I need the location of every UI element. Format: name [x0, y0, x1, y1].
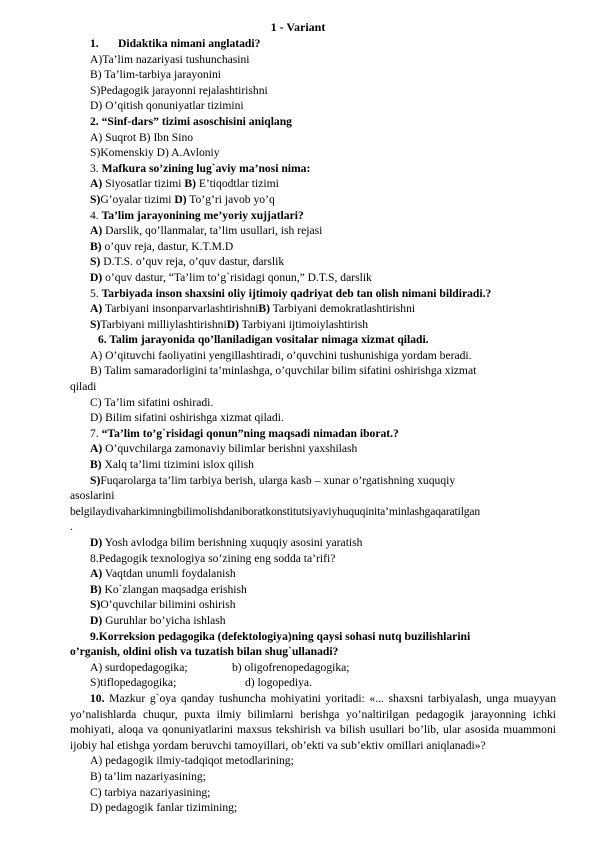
option-text: O’quvchilarga zamonaviy bilimlar berishni yaxshilash — [102, 442, 358, 456]
answer-option: D) pedagogik fanlar tizimining; — [90, 801, 238, 815]
option-text: Tarbiyani ijtimoiylashtirish — [238, 317, 369, 331]
option-text: G’oyalar tizimi — [100, 192, 175, 206]
option-letter: D) — [90, 270, 103, 284]
option-text: To’g’ri javob yo’q — [186, 192, 275, 206]
option-text: O’quvchilar bilimini oshirish — [100, 598, 236, 612]
answer-option — [70, 176, 556, 192]
question-4 — [70, 208, 556, 224]
answer-option — [70, 613, 556, 629]
option-text: Guruhlar bo’yicha ishlash — [102, 613, 226, 627]
option-text: Fuqarolarga ta’lim tarbiya berish, ularga kasb – xunar o’rgatishning xuquqiy — [100, 473, 456, 487]
answer-option — [70, 597, 556, 613]
question-number: 4. — [90, 208, 99, 222]
answer-option-continued: qiladi — [70, 380, 97, 394]
option-letter: S) — [90, 317, 101, 331]
answer-option-row — [70, 675, 556, 691]
answer-option: D) O’qitish qonuniyatlar tizimini — [90, 99, 244, 113]
answer-option — [70, 239, 556, 255]
question-text: Tarbiyada inson shaxsini oliy ijtimoiy qadriyat deb tan olish nimani bildiradi.? — [101, 286, 492, 300]
answer-option: S)tiflopedagogika; — [90, 676, 177, 690]
option-letter: B) — [90, 458, 102, 472]
answer-option: b) oligofrenopedagogika; — [232, 660, 350, 674]
answer-option — [70, 566, 556, 582]
answer-option: D) Bilim sifatini oshirishga xizmat qiladi. — [90, 411, 284, 425]
question-text: Didaktika nimani anglatadi? — [118, 37, 261, 50]
answer-option — [70, 301, 556, 317]
question-text: “Ta’lim to’g`risidagi qonun”ning maqsadi nimadan iborat.? — [101, 426, 399, 440]
answer-option-continued: belgilaydivaharkimningbilimolishdaniboratkonstitutsiyaviyhuquqinita’minlashgaqaratilgan — [70, 504, 481, 518]
answer-option: S)Komenskiy D) A.Avloniy — [90, 146, 220, 160]
answer-option: A) O’qituvchi faoliyatini yengillashtiradi, o’quvchini tushunishiga yordam beradi. — [90, 348, 472, 362]
answer-option-continued: asoslarini — [70, 489, 115, 503]
answer-option — [70, 441, 556, 457]
question-10 — [70, 691, 556, 753]
answer-option: C) tarbiya nazariyasining; — [90, 785, 211, 799]
option-text: o’quv reja, dastur, K.T.M.D — [101, 239, 234, 253]
question-7 — [70, 426, 556, 442]
option-text: Ko`zlangan maqsadga erishish — [101, 582, 247, 596]
answer-option — [70, 582, 556, 598]
option-text: D.T.S. o’quv reja, o’quv dastur, darslik — [100, 255, 285, 269]
option-text: Siyosatlar tizimi — [102, 177, 185, 191]
answer-option: A) surdopedagogika; — [90, 660, 188, 674]
answer-option — [70, 473, 556, 489]
answer-option — [70, 457, 556, 473]
page-title: 1 - Variant — [270, 20, 326, 34]
answer-option — [70, 535, 556, 551]
answer-option: S)Pedagogik jarayonni rejalashtirishni — [90, 83, 268, 97]
option-text: Tarbiyani milliylashtirishni — [100, 317, 227, 331]
answer-option — [70, 254, 556, 270]
question-9 — [70, 629, 556, 645]
question-number: 7. — [90, 426, 99, 440]
question-9-continued: o’rganish, oldini olish va tuzatish bilan shug`ullanadi? — [70, 645, 339, 659]
question-5 — [70, 286, 556, 302]
option-letter: D) — [90, 536, 103, 549]
question-number: 1. — [90, 37, 99, 50]
answer-option: B) ta’lim nazariyasining; — [90, 769, 206, 783]
option-text: o’quv dastur, “Ta’lim to’g`risidagi qonun,” D.T.S, darslik — [102, 270, 372, 284]
option-text: Xalq ta’limi tizimini islox qilish — [101, 458, 254, 472]
question-text: Mazkur g`oya qanday tushuncha mohiyatini yoritadi: «... shaxsni tarbiyalash, unga muayyan yo’nalishlarda chuqur, puxta ilmiy bilimlarni berishga yo’naltirilgan pedagogik jarayonning ichki mohiyati, aloqa va qonuniyatlarini maxsus tekshirish va bilish usullari bo’lib, ular asosida muammoni ijobiy hal etishga yordam beruvchi tamoyillari, ob’ekti va sub’ektiv omillari aniqlanadi»? — [70, 691, 556, 752]
option-letter: A) — [90, 177, 103, 191]
answer-option — [70, 192, 556, 208]
option-text: Tarbiyani insonparvarlashtirishni — [102, 302, 259, 316]
option-letter: S) — [90, 598, 101, 612]
option-letter: S) — [90, 192, 101, 206]
option-text: Tarbiyani demokratlashtirishni — [269, 302, 416, 316]
option-letter: B) — [184, 177, 196, 191]
question-number: 9. — [90, 629, 99, 643]
answer-option: C) Ta’lim sifatini oshiradi. — [90, 395, 214, 409]
answer-option — [70, 317, 556, 333]
option-letter: A) — [90, 224, 103, 238]
option-text: Darslik, qo’llanmalar, ta’lim usullari, ish rejasi — [102, 224, 323, 238]
question-text: Mafkura so’zining lug`aviy ma’nosi nima: — [101, 161, 311, 175]
option-letter: D) — [226, 317, 239, 331]
option-letter: D) — [90, 613, 103, 627]
answer-option: B) Ta’lim-tarbiya jarayonini — [90, 68, 221, 82]
question-number: 10. — [90, 691, 105, 705]
question-8: 8.Pedagogik texnologiya so’zining eng sodda ta’rifi? — [90, 551, 336, 565]
option-text: E’tiqodtlar tizimi — [195, 177, 279, 191]
option-letter: B) — [258, 302, 270, 316]
question-text: Ta’lim jarayonining me’yoriy xujjatlari? — [101, 208, 304, 222]
question-1 — [70, 36, 556, 52]
question-3 — [70, 161, 556, 177]
option-letter: A) — [90, 567, 103, 581]
option-letter: A) — [90, 302, 103, 316]
option-letter: D) — [174, 192, 187, 206]
answer-option: A)Ta’lim nazariyasi tushunchasini — [90, 52, 250, 66]
answer-option: A) pedagogik ilmiy-tadqiqot metodlarining; — [90, 754, 294, 768]
answer-option — [70, 223, 556, 239]
answer-option: A) Suqrot B) Ibn Sino — [90, 130, 194, 144]
option-letter: B) — [90, 582, 102, 596]
test-questions — [70, 36, 556, 816]
option-text: Vaqtdan unumli foydalanish — [102, 567, 236, 581]
question-text: Korreksion pedagogika (defektologiya)ning qaysi sohasi nutq buzilishlarini — [98, 629, 471, 643]
answer-option: d) logopediya. — [245, 676, 312, 690]
option-letter: S) — [90, 473, 101, 487]
option-text: Yosh avlodga bilim berishning xuquqiy asosini yaratish — [102, 536, 363, 549]
option-letter: S) — [90, 255, 101, 269]
answer-option-row — [70, 660, 556, 676]
question-number: 5. — [90, 286, 99, 300]
answer-option: B) Talim samaradorligini ta’minlashga, o’quvchilar bilim sifatini oshirishga xizmat — [90, 364, 477, 378]
question-6: 6. Talim jarayonida qo’llaniladigan vositalar nimaga xizmat qiladi. — [98, 333, 429, 347]
question-number: 3. — [90, 161, 99, 175]
question-2: 2. “Sinf-dars” tizimi asoschisini aniqlang — [90, 114, 292, 128]
option-letter: B) — [90, 239, 102, 253]
answer-option-continued: . — [70, 520, 73, 534]
option-letter: A) — [90, 442, 103, 456]
answer-option — [70, 270, 556, 286]
